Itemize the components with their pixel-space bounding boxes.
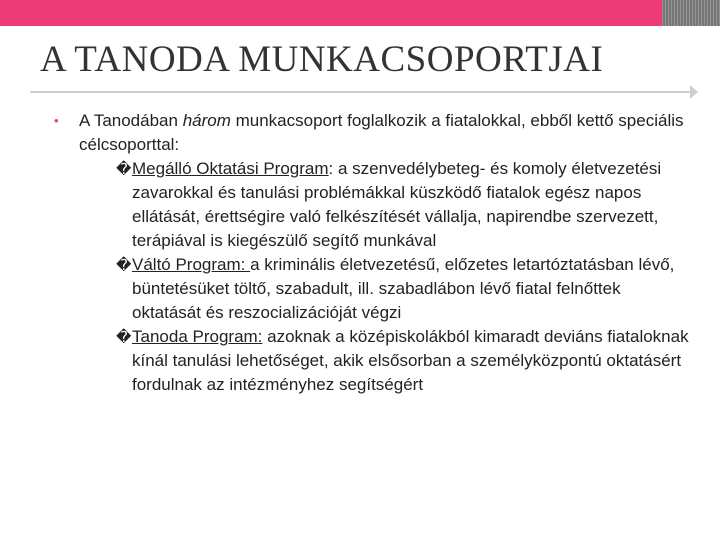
program-description: a kriminális életvezetésű, előzetes letartóztatásban lévő, büntetésüket töltő, szabadult, ill. szabadlábon lévő fiatal felnőttek oktatását és reszocializációját végzi [132, 255, 675, 322]
program-item-megallo [116, 157, 694, 253]
program-name: Tanoda Program: [132, 327, 263, 346]
program-item-valto [116, 253, 694, 325]
program-description: : a szenvedélybeteg- és komoly életvezetési zavarokkal és tanulási problémákkal küszködő fiatalok egész napos ellátását, érettségire való felkészítését vállalja, napirendbe szervezett, terápiával is kiegészülő segítő munkával [132, 159, 662, 250]
item-marker-icon: � [116, 256, 132, 274]
bullet-icon: • [54, 113, 59, 128]
intro-paragraph [54, 109, 694, 157]
program-name: Váltó Program: [132, 255, 251, 274]
top-decorative-bar [0, 0, 720, 26]
program-item-tanoda [116, 325, 694, 397]
item-marker-icon: � [116, 328, 132, 346]
intro-emphasis: három [182, 111, 231, 130]
title-divider [30, 91, 696, 93]
top-grey-hatch [662, 0, 720, 26]
slide-title: A TANODA MUNKACSOPORTJAI [40, 39, 604, 80]
item-marker-icon: � [116, 160, 132, 178]
title-divider-arrow [690, 85, 698, 99]
slide-content [54, 109, 694, 397]
intro-text-before: A Tanodában [79, 111, 183, 130]
program-name: Megálló Oktatási Program [132, 159, 329, 178]
intro-text-after: munkacsoport foglalkozik a fiatalokkal, ebből kettő speciális célcsoporttal: [79, 111, 684, 154]
program-description: azoknak a középiskolákból kimaradt deviáns fiataloknak kínál tanulási lehetőséget, akik elsősorban a személyközpontú oktatásért fordulnak az intézményhez segítségért [132, 327, 689, 394]
top-pink-band [0, 0, 662, 26]
